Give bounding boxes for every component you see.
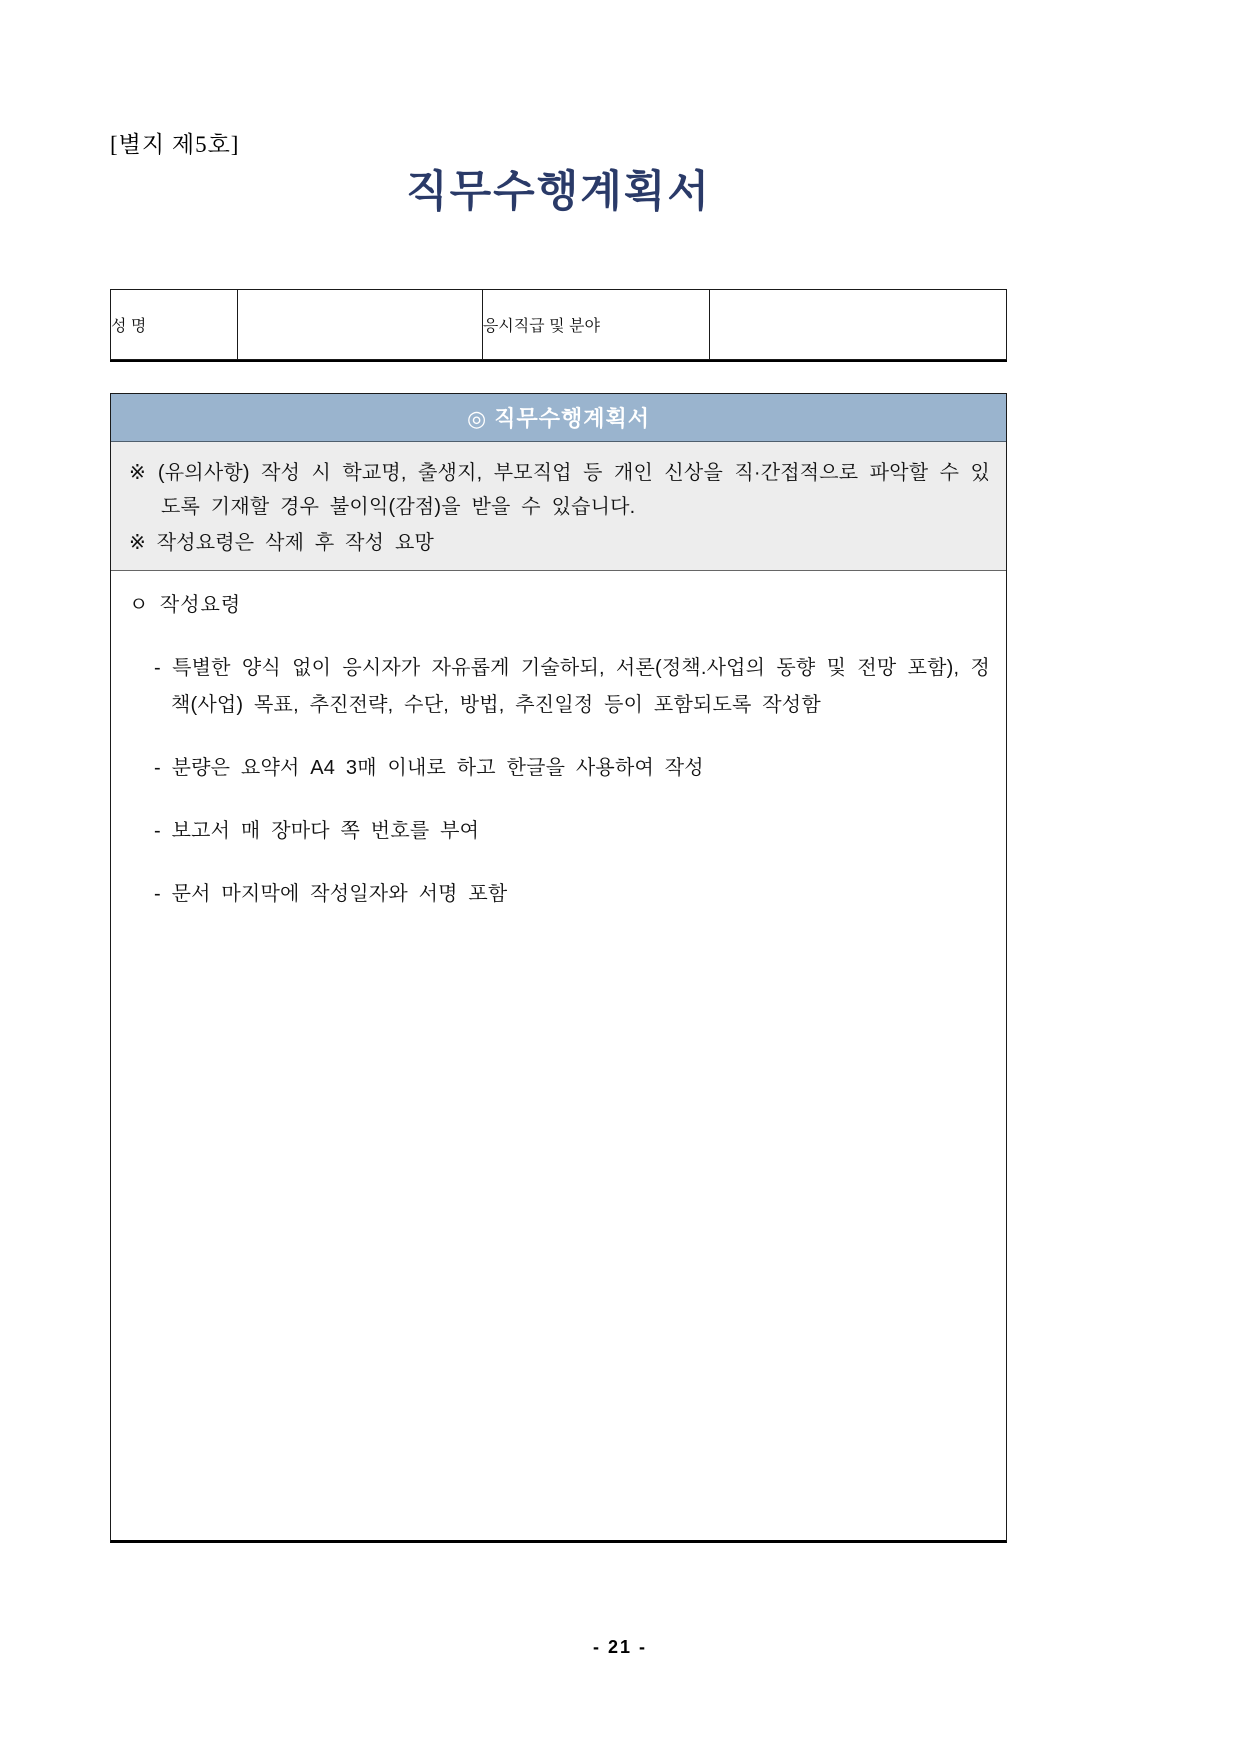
name-label-cell: 성 명 xyxy=(111,290,238,360)
instruction-item: - 보고서 매 장마다 쪽 번호를 부여 xyxy=(154,820,480,842)
document-title: 직무수행계획서 xyxy=(406,168,711,216)
position-label-cell: 응시직급 및 분야 xyxy=(482,290,709,360)
instructions-body xyxy=(111,571,1006,1540)
plan-section-header: ◎ 직무수행계획서 xyxy=(111,394,1006,442)
instructions-heading: ㅇ 작성요령 xyxy=(129,594,242,616)
page-number: - 21 - xyxy=(592,1637,647,1657)
instruction-item: - 분량은 요약서 A4 3매 이내로 하고 한글을 사용하여 작성 xyxy=(154,757,704,779)
notice-area xyxy=(111,442,1006,571)
plan-section-box xyxy=(110,393,1007,1543)
name-input-cell[interactable] xyxy=(238,290,483,360)
notice-line: ※ 작성요령은 삭제 후 작성 요망 xyxy=(129,532,434,554)
position-input-cell[interactable] xyxy=(709,290,1007,360)
notice-line: ※ (유의사항) 작성 시 학교명, 출생지, 부모직업 등 개인 신상을 직·간접적으로 파악할 수 있도록 기재할 경우 불이익(감점)을 받을 수 있습니다. xyxy=(129,462,990,518)
instruction-item: - 특별한 양식 없이 응시자가 자유롭게 기술하되, 서론(정책.사업의 동향 및 전망 포함), 정책(사업) 목표, 추진전략, 수단, 방법, 추진일정 등이 포함되도록 작성함 xyxy=(154,657,990,716)
attachment-number-label: [별지 제5호] xyxy=(110,132,240,157)
instruction-item: - 문서 마지막에 작성일자와 서명 포함 xyxy=(154,883,508,905)
applicant-info-table xyxy=(110,289,1007,362)
